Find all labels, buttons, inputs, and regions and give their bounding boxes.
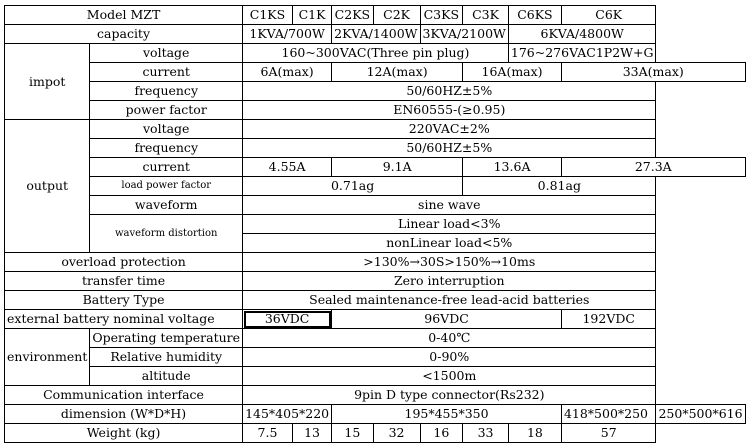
model-c3ks[interactable]: C3KS [420,6,463,25]
row-impot-voltage [5,44,746,63]
battery-value[interactable]: Sealed maintenance-free lead-acid batteries [243,291,656,310]
output-waveform-value[interactable]: sine wave [243,196,656,215]
impot-pf-value[interactable]: EN60555-(≥0.95) [243,101,656,120]
capacity-1k[interactable]: 1KVA/700W [243,25,332,44]
dimension-6ks[interactable]: 250*500*418 [561,405,656,424]
ups-spec-table [4,5,746,443]
impot-current-6k[interactable]: 33A(max) [561,63,745,82]
row-impot-current [5,63,746,82]
output-distortion-label[interactable]: waveform distortion [90,215,243,253]
output-frequency-value[interactable]: 50/60HZ±5% [243,139,656,158]
impot-current-label[interactable]: current [90,63,243,82]
impot-voltage-label[interactable]: voltage [90,44,243,63]
env-altitude-label[interactable]: altitude [90,367,243,386]
row-dimension [5,405,746,424]
comm-value[interactable]: 9pin D type connector(Rs232) [243,386,656,405]
overload-label[interactable]: overload protection [5,253,243,272]
row-impot-frequency [5,82,746,101]
output-distortion-nonlinear[interactable]: nonLinear load<5% [243,234,656,253]
env-humidity-label[interactable]: Relative humidity [90,348,243,367]
output-distortion-linear[interactable]: Linear load<3% [243,215,656,234]
ext-battery-6k[interactable]: 192VDC [561,310,656,329]
capacity-6k[interactable]: 6KVA/4800W [508,25,656,44]
row-ext-battery [5,310,746,329]
row-weight [5,424,746,443]
env-temp-label[interactable]: Operating temperature [90,329,243,348]
overload-value[interactable]: >130%→30S>150%→10ms [243,253,656,272]
output-load-pf-value-2[interactable]: 0.81ag [463,177,656,196]
output-waveform-label[interactable]: waveform [90,196,243,215]
weight-c3k[interactable]: 33 [463,424,509,443]
output-load-pf-label[interactable]: load power factor [90,177,243,196]
impot-current-3k[interactable]: 16A(max) [463,63,562,82]
row-comm [5,386,746,405]
impot-frequency-label[interactable]: frequency [90,82,243,101]
row-output-current [5,158,746,177]
impot-label[interactable]: impot [5,44,90,120]
output-current-1k[interactable]: 4.55A [243,158,332,177]
row-model [5,6,746,25]
battery-label[interactable]: Battery Type [5,291,243,310]
output-current-2k[interactable]: 9.1A [332,158,463,177]
model-c2k[interactable]: C2K [373,6,420,25]
output-current-6k[interactable]: 27.3A [561,158,745,177]
output-voltage-label[interactable]: voltage [90,120,243,139]
model-c1k[interactable]: C1K [292,6,331,25]
weight-c6k[interactable]: 57 [561,424,656,443]
weight-c6ks[interactable]: 18 [508,424,561,443]
dimension-label[interactable]: dimension (W*D*H) [5,405,243,424]
row-transfer [5,272,746,291]
model-c3k[interactable]: C3K [463,6,509,25]
model-c6k[interactable]: C6K [561,6,656,25]
impot-voltage-value[interactable]: 160~300VAC(Three pin plug) [243,44,509,63]
environment-label[interactable]: environment [5,329,90,386]
row-impot-power-factor [5,101,746,120]
model-c6ks[interactable]: C6KS [508,6,561,25]
output-voltage-value[interactable]: 220VAC±2% [243,120,656,139]
row-output-waveform [5,196,746,215]
transfer-value[interactable]: Zero interruption [243,272,656,291]
dimension-6k[interactable]: 250*500*616 [656,405,745,424]
impot-current-2k[interactable]: 12A(max) [332,63,463,82]
impot-frequency-value[interactable]: 50/60HZ±5% [243,82,656,101]
dimension-1k[interactable]: 145*405*220 [243,405,332,424]
model-c1ks[interactable]: C1KS [243,6,293,25]
row-output-voltage [5,120,746,139]
row-overload [5,253,746,272]
env-humidity-value[interactable]: 0-90% [243,348,656,367]
output-label[interactable]: output [5,120,90,253]
row-env-humidity [5,348,746,367]
env-temp-value[interactable]: 0-40℃ [243,329,656,348]
env-altitude-value[interactable]: <1500m [243,367,656,386]
ext-battery-1k-selected-cell[interactable]: 36VDC [243,310,332,329]
model-label[interactable]: Model MZT [5,6,243,25]
impot-pf-label[interactable]: power factor [90,101,243,120]
row-env-altitude [5,367,746,386]
output-current-3k[interactable]: 13.6A [463,158,562,177]
ext-battery-label[interactable]: external battery nominal voltage [5,310,243,329]
row-output-distortion-linear [5,215,746,234]
weight-c2k[interactable]: 32 [373,424,420,443]
row-battery [5,291,746,310]
impot-current-1k[interactable]: 6A(max) [243,63,332,82]
capacity-label[interactable]: capacity [5,25,243,44]
transfer-label[interactable]: transfer time [5,272,243,291]
weight-c1ks[interactable]: 7.5 [243,424,293,443]
weight-label[interactable]: Weight (kg) [5,424,243,443]
row-output-frequency [5,139,746,158]
impot-voltage-value-6k[interactable]: 176~276VAC1P2W+G [508,44,656,63]
dimension-2k-3k[interactable]: 195*455*350 [332,405,562,424]
capacity-2k[interactable]: 2KVA/1400W [332,25,420,44]
weight-c3ks[interactable]: 16 [420,424,463,443]
row-capacity [5,25,746,44]
capacity-3k[interactable]: 3KVA/2100W [420,25,508,44]
output-current-label[interactable]: current [90,158,243,177]
ext-battery-2k-3k[interactable]: 96VDC [332,310,562,329]
output-frequency-label[interactable]: frequency [90,139,243,158]
output-load-pf-value-1[interactable]: 0.71ag [243,177,463,196]
model-c2ks[interactable]: C2KS [332,6,373,25]
row-env-temp [5,329,746,348]
comm-label[interactable]: Communication interface [5,386,243,405]
weight-c2ks[interactable]: 15 [332,424,373,443]
weight-c1k[interactable]: 13 [292,424,331,443]
row-output-load-pf [5,177,746,196]
